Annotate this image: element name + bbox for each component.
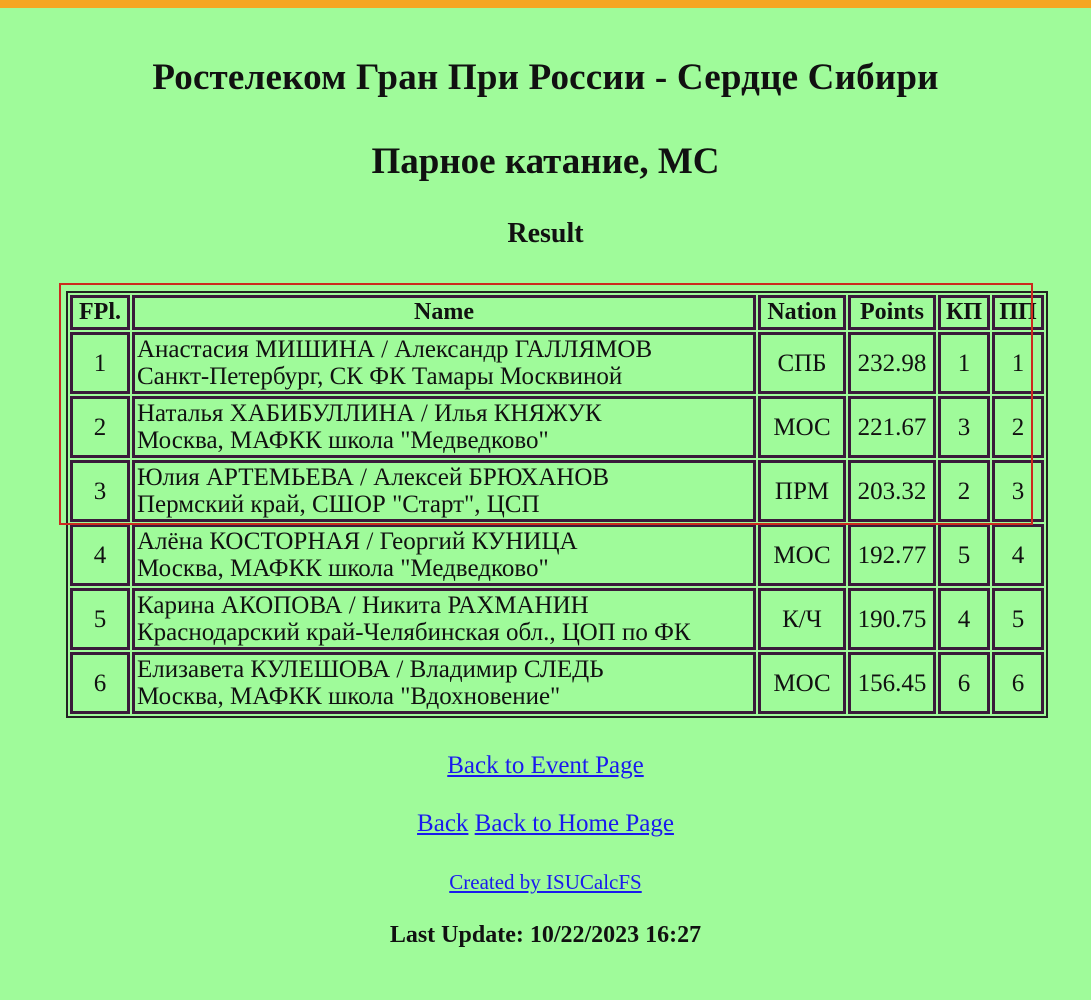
- points-cell: 190.75: [848, 588, 936, 650]
- club-name: Пермский край, СШОР "Старт", ЦСП: [137, 491, 540, 518]
- skaters-name: Юлия АРТЕМЬЕВА / Алексей БРЮХАНОВ: [137, 464, 610, 491]
- pp-cell: 5: [992, 588, 1044, 650]
- category-title: Парное катание, МС: [371, 141, 720, 182]
- section-title: Result: [507, 218, 584, 249]
- pp-cell: 1: [992, 332, 1044, 394]
- name-cell: [132, 460, 756, 522]
- name-cell: [132, 524, 756, 586]
- table-row: [70, 460, 1044, 522]
- nation-cell: МОС: [758, 524, 846, 586]
- back-link[interactable]: Back: [417, 810, 469, 837]
- back-to-home-page-link[interactable]: Back to Home Page: [474, 810, 674, 837]
- table-row: [70, 524, 1044, 586]
- kp-cell: 3: [938, 396, 990, 458]
- skaters-name: Елизавета КУЛЕШОВА / Владимир СЛЕДЬ: [137, 656, 604, 683]
- kp-cell: 4: [938, 588, 990, 650]
- club-name: Москва, МАФКК школа "Медведково": [137, 427, 549, 454]
- kp-cell: 6: [938, 652, 990, 714]
- club-name: Москва, МАФКК школа "Вдохновение": [137, 683, 561, 710]
- table-header-row: [70, 295, 1044, 330]
- table-row: [70, 396, 1044, 458]
- kp-cell: 5: [938, 524, 990, 586]
- points-cell: 232.98: [848, 332, 936, 394]
- table-row: [70, 652, 1044, 714]
- points-cell: 221.67: [848, 396, 936, 458]
- nation-cell: ПРМ: [758, 460, 846, 522]
- nation-cell: СПБ: [758, 332, 846, 394]
- skaters-name: Анастасия МИШИНА / Александр ГАЛЛЯМОВ: [137, 336, 653, 363]
- top-accent-bar: [0, 0, 1091, 8]
- nation-cell: К/Ч: [758, 588, 846, 650]
- table-row: [70, 588, 1044, 650]
- nation-cell: МОС: [758, 396, 846, 458]
- column-header-nation: Nation: [758, 295, 846, 330]
- created-by-row: [0, 870, 1091, 895]
- points-cell: 156.45: [848, 652, 936, 714]
- column-header-kp: КП: [938, 295, 990, 330]
- fpl-cell: 3: [70, 460, 130, 522]
- club-name: Краснодарский край-Челябинская обл., ЦОП по ФК: [137, 619, 691, 646]
- event-page-link-row: [0, 752, 1091, 780]
- points-cell: 203.32: [848, 460, 936, 522]
- pp-cell: 6: [992, 652, 1044, 714]
- table-row: [70, 332, 1044, 394]
- created-by-isucalcfs-link[interactable]: Created by ISUCalcFS: [449, 870, 642, 894]
- points-cell: 192.77: [848, 524, 936, 586]
- club-name: Москва, МАФКК школа "Медведково": [137, 555, 549, 582]
- fpl-cell: 1: [70, 332, 130, 394]
- name-cell: [132, 396, 756, 458]
- column-header-fpl: FPl.: [70, 295, 130, 330]
- column-header-points: Points: [848, 295, 936, 330]
- back-to-event-page-link[interactable]: Back to Event Page: [447, 752, 644, 779]
- nation-cell: МОС: [758, 652, 846, 714]
- name-cell: [132, 652, 756, 714]
- skaters-name: Карина АКОПОВА / Никита РАХМАНИН: [137, 592, 589, 619]
- results-table: [66, 291, 1048, 718]
- event-title: Ростелеком Гран При России - Сердце Сибири: [152, 57, 939, 98]
- fpl-cell: 5: [70, 588, 130, 650]
- last-update-text: Last Update: 10/22/2023 16:27: [389, 922, 702, 948]
- fpl-cell: 2: [70, 396, 130, 458]
- pp-cell: 4: [992, 524, 1044, 586]
- pp-cell: 3: [992, 460, 1044, 522]
- column-header-name: Name: [132, 295, 756, 330]
- fpl-cell: 4: [70, 524, 130, 586]
- skaters-name: Наталья ХАБИБУЛЛИНА / Илья КНЯЖУК: [137, 400, 602, 427]
- name-cell: [132, 588, 756, 650]
- skaters-name: Алёна КОСТОРНАЯ / Георгий КУНИЦА: [137, 528, 578, 555]
- home-links-row: [0, 810, 1091, 838]
- fpl-cell: 6: [70, 652, 130, 714]
- kp-cell: 1: [938, 332, 990, 394]
- club-name: Санкт-Петербург, СК ФК Тамары Москвиной: [137, 363, 623, 390]
- name-cell: [132, 332, 756, 394]
- pp-cell: 2: [992, 396, 1044, 458]
- column-header-pp: ПП: [992, 295, 1044, 330]
- kp-cell: 2: [938, 460, 990, 522]
